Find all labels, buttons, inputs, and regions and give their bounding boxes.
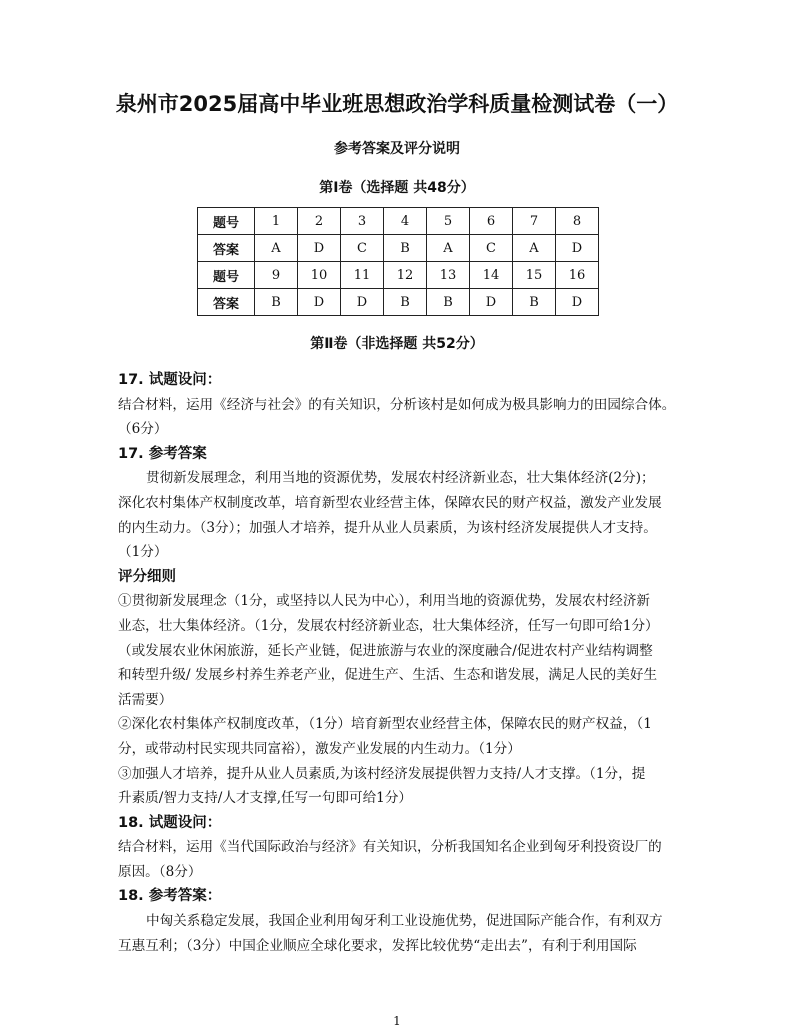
- table-cell: 4: [384, 208, 427, 235]
- section-heading-part1: 第Ⅰ卷（选择题 共48分）: [319, 180, 475, 196]
- subtitle: 参考答案及评分说明: [334, 141, 460, 157]
- answer-row: [198, 289, 599, 316]
- table-cell: D: [298, 289, 341, 316]
- section-heading-part2: 第Ⅱ卷（非选择题 共52分）: [310, 336, 484, 352]
- table-cell: D: [556, 289, 599, 316]
- table-cell: A: [255, 235, 298, 262]
- text-line: 活需要）: [118, 691, 173, 708]
- section-heading: 18. 参考答案：: [118, 888, 222, 905]
- answer-body: [118, 368, 688, 958]
- text-line: ①贯彻新发展理念（1分，或坚持以人民为中心），利用当地的资源优势，发展农村经济新: [118, 593, 651, 610]
- table-cell: B: [384, 235, 427, 262]
- text-line: 升素质/智力支持/人才支撑,任写一句即可给1分）: [118, 790, 413, 807]
- table-cell: D: [470, 289, 513, 316]
- text-line: 中匈关系稳定发展，我国企业利用匈牙利工业设施优势，促进国际产能合作，有利双方: [146, 913, 663, 930]
- table-cell: 11: [341, 262, 384, 289]
- table-cell: 7: [513, 208, 556, 235]
- text-line: ②深化农村集体产权制度改革，（1分）培育新型农业经营主体，保障农民的财产权益，（1: [118, 716, 652, 733]
- table-cell: 1: [255, 208, 298, 235]
- table-cell: C: [341, 235, 384, 262]
- table-cell: B: [513, 289, 556, 316]
- table-cell: 15: [513, 262, 556, 289]
- table-cell: 5: [427, 208, 470, 235]
- text-line: 结合材料，运用《经济与社会》的有关知识，分析该村是如何成为极具影响力的田园综合体。: [118, 396, 676, 413]
- table-cell: A: [427, 235, 470, 262]
- table-cell: A: [513, 235, 556, 262]
- text-line: 深化农村集体产权制度改革，培育新型农业经营主体，保障农民的财产权益，激发产业发展: [118, 494, 662, 511]
- text-line: （6分）: [118, 421, 168, 438]
- table-cell: 6: [470, 208, 513, 235]
- question-number-row: [198, 208, 599, 235]
- text-line: 分，或带动村民实现共同富裕），激发产业发展的内生动力。（1分）: [118, 740, 521, 757]
- text-line: 原因。（8分）: [118, 863, 202, 880]
- table-cell: B: [384, 289, 427, 316]
- row-header: 题号: [198, 208, 255, 235]
- table-cell: B: [255, 289, 298, 316]
- section-heading: 评分细则: [118, 568, 176, 585]
- table-cell: 14: [470, 262, 513, 289]
- table-cell: B: [427, 289, 470, 316]
- text-line: 业态，壮大集体经济。（1分，发展农村经济新业态，壮大集体经济，任写一句即可给1分）: [118, 617, 659, 634]
- text-line: 的内生动力。（3分）；加强人才培养，提升从业人员素质，为该村经济发展提供人才支持。: [118, 519, 657, 536]
- question-number-row: [198, 262, 599, 289]
- text-line: 贯彻新发展理念，利用当地的资源优势，发展农村经济新业态，壮大集体经济(2分)；: [146, 470, 655, 487]
- table-cell: D: [298, 235, 341, 262]
- answer-row: [198, 235, 599, 262]
- table-cell: D: [341, 289, 384, 316]
- text-line: （或发展农业休闲旅游，延长产业链，促进旅游与农业的深度融合/促进农村产业结构调整: [118, 642, 653, 659]
- text-line: 结合材料，运用《当代国际政治与经济》有关知识，分析我国知名企业到匈牙利投资设厂的: [118, 839, 662, 856]
- row-header: 答案: [198, 235, 255, 262]
- text-line: 互惠互利；（3分）中国企业顺应全球化要求，发挥比较优势“走出去”，有利于利用国际: [118, 937, 637, 954]
- table-cell: C: [470, 235, 513, 262]
- text-line: 和转型升级/ 发展乡村养生养老产业，促进生产、生活、生态和谐发展，满足人民的美好生: [118, 667, 658, 684]
- table-cell: 12: [384, 262, 427, 289]
- text-line: （1分）: [118, 544, 168, 561]
- section-heading: 17. 参考答案: [118, 445, 207, 462]
- answer-table: [197, 207, 599, 316]
- table-cell: 13: [427, 262, 470, 289]
- text-line: ③加强人才培养，提升从业人员素质,为该村经济发展提供智力支持/人才支撑。（1分，提: [118, 765, 646, 782]
- section-heading: 18. 试题设问：: [118, 814, 222, 831]
- table-cell: D: [556, 235, 599, 262]
- page-title: 泉州市2025届高中毕业班思想政治学科质量检测试卷（一）: [115, 92, 679, 116]
- table-cell: 10: [298, 262, 341, 289]
- table-cell: 16: [556, 262, 599, 289]
- table-cell: 3: [341, 208, 384, 235]
- row-header: 答案: [198, 289, 255, 316]
- section-heading: 17. 试题设问：: [118, 372, 222, 388]
- table-cell: 8: [556, 208, 599, 235]
- table-cell: 9: [255, 262, 298, 289]
- table-cell: 2: [298, 208, 341, 235]
- page-number: 1: [393, 1014, 401, 1028]
- row-header: 题号: [198, 262, 255, 289]
